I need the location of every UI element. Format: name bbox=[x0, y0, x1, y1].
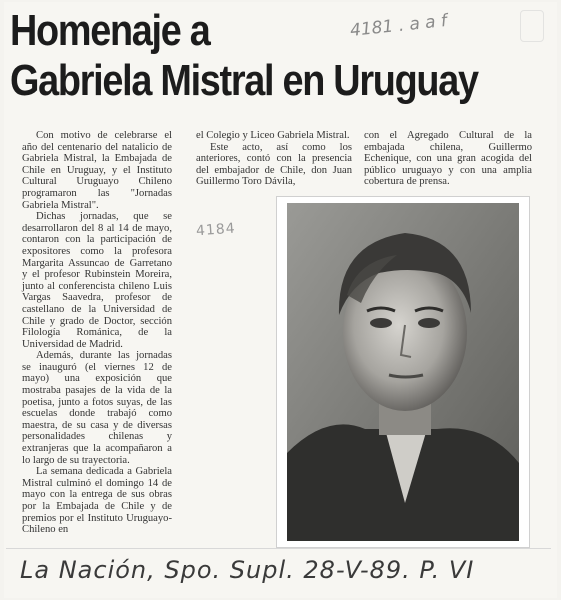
corner-stamp bbox=[520, 10, 544, 42]
portrait-photo bbox=[276, 196, 530, 548]
divider bbox=[6, 548, 551, 549]
paragraph: el Colegio y Liceo Gabriela Mistral. bbox=[196, 130, 350, 141]
headline-line-2: Gabriela Mistral en Uruguay bbox=[10, 56, 478, 105]
handwritten-archive-note: 4181 . a a f bbox=[349, 10, 448, 42]
handwritten-source-note: La Nación, Spo. Supl. 28-V-89. P. VI bbox=[20, 556, 475, 584]
handwritten-photo-mark: 4184 bbox=[195, 220, 237, 240]
paragraph: Este acto, así como los anteriores, contó con la presencia del embajador de Chile, don Juan Guillermo Toro Dávila, bbox=[196, 141, 352, 188]
article-column-2 bbox=[196, 130, 352, 188]
paragraph: La semana dedicada a Gabriela Mistral culminó el domingo 14 de mayo con la entrega de sus obras por la Embajada de Chile y de premios por el Instituto Uruguayo-Chileno en bbox=[22, 466, 172, 536]
headline-line-1: Homenaje a bbox=[10, 6, 210, 55]
paragraph: Dichas jornadas, que se desarrollaron del 8 al 14 de mayo, contaron con la participación de expositores como la profesora Margarita Assuncao de Garretano y el profesor Rubinstein Moreira, junto al conferencista chileno Luis Vargas Saavedra, profesor de castellano de la Universidad de Chile y grado de Doctor, sección Filología Románica, de la Universidad de Madrid. bbox=[22, 211, 172, 350]
paragraph: con el Agregado Cultural de la embajada chilena, Guillermo Echenique, con una gran acogida del público uruguayo y con una amplia cobertura de prensa. bbox=[364, 130, 532, 188]
paragraph: Con motivo de celebrarse el año del centenario del natalicio de Gabriela Mistral, la Embajada de Chile en Uruguay, y el Instituto Cultural Uruguayo Chileno programaron las "Jornadas Gabriela Mistral". bbox=[22, 130, 172, 211]
portrait-image bbox=[287, 203, 519, 541]
article-column-1 bbox=[22, 130, 172, 536]
paragraph: Además, durante las jornadas se inauguró (el viernes 12 de mayo) una exposición que mostraba pasajes de la vida de la poetisa, junto a fotos suyas, de las escuelas donde trabajó como maestra, de su casa y de diversas personalidades chilenas y extranjeras que la acompañaron a lo largo de su trayectoria. bbox=[22, 350, 172, 466]
article-column-3 bbox=[364, 130, 532, 188]
